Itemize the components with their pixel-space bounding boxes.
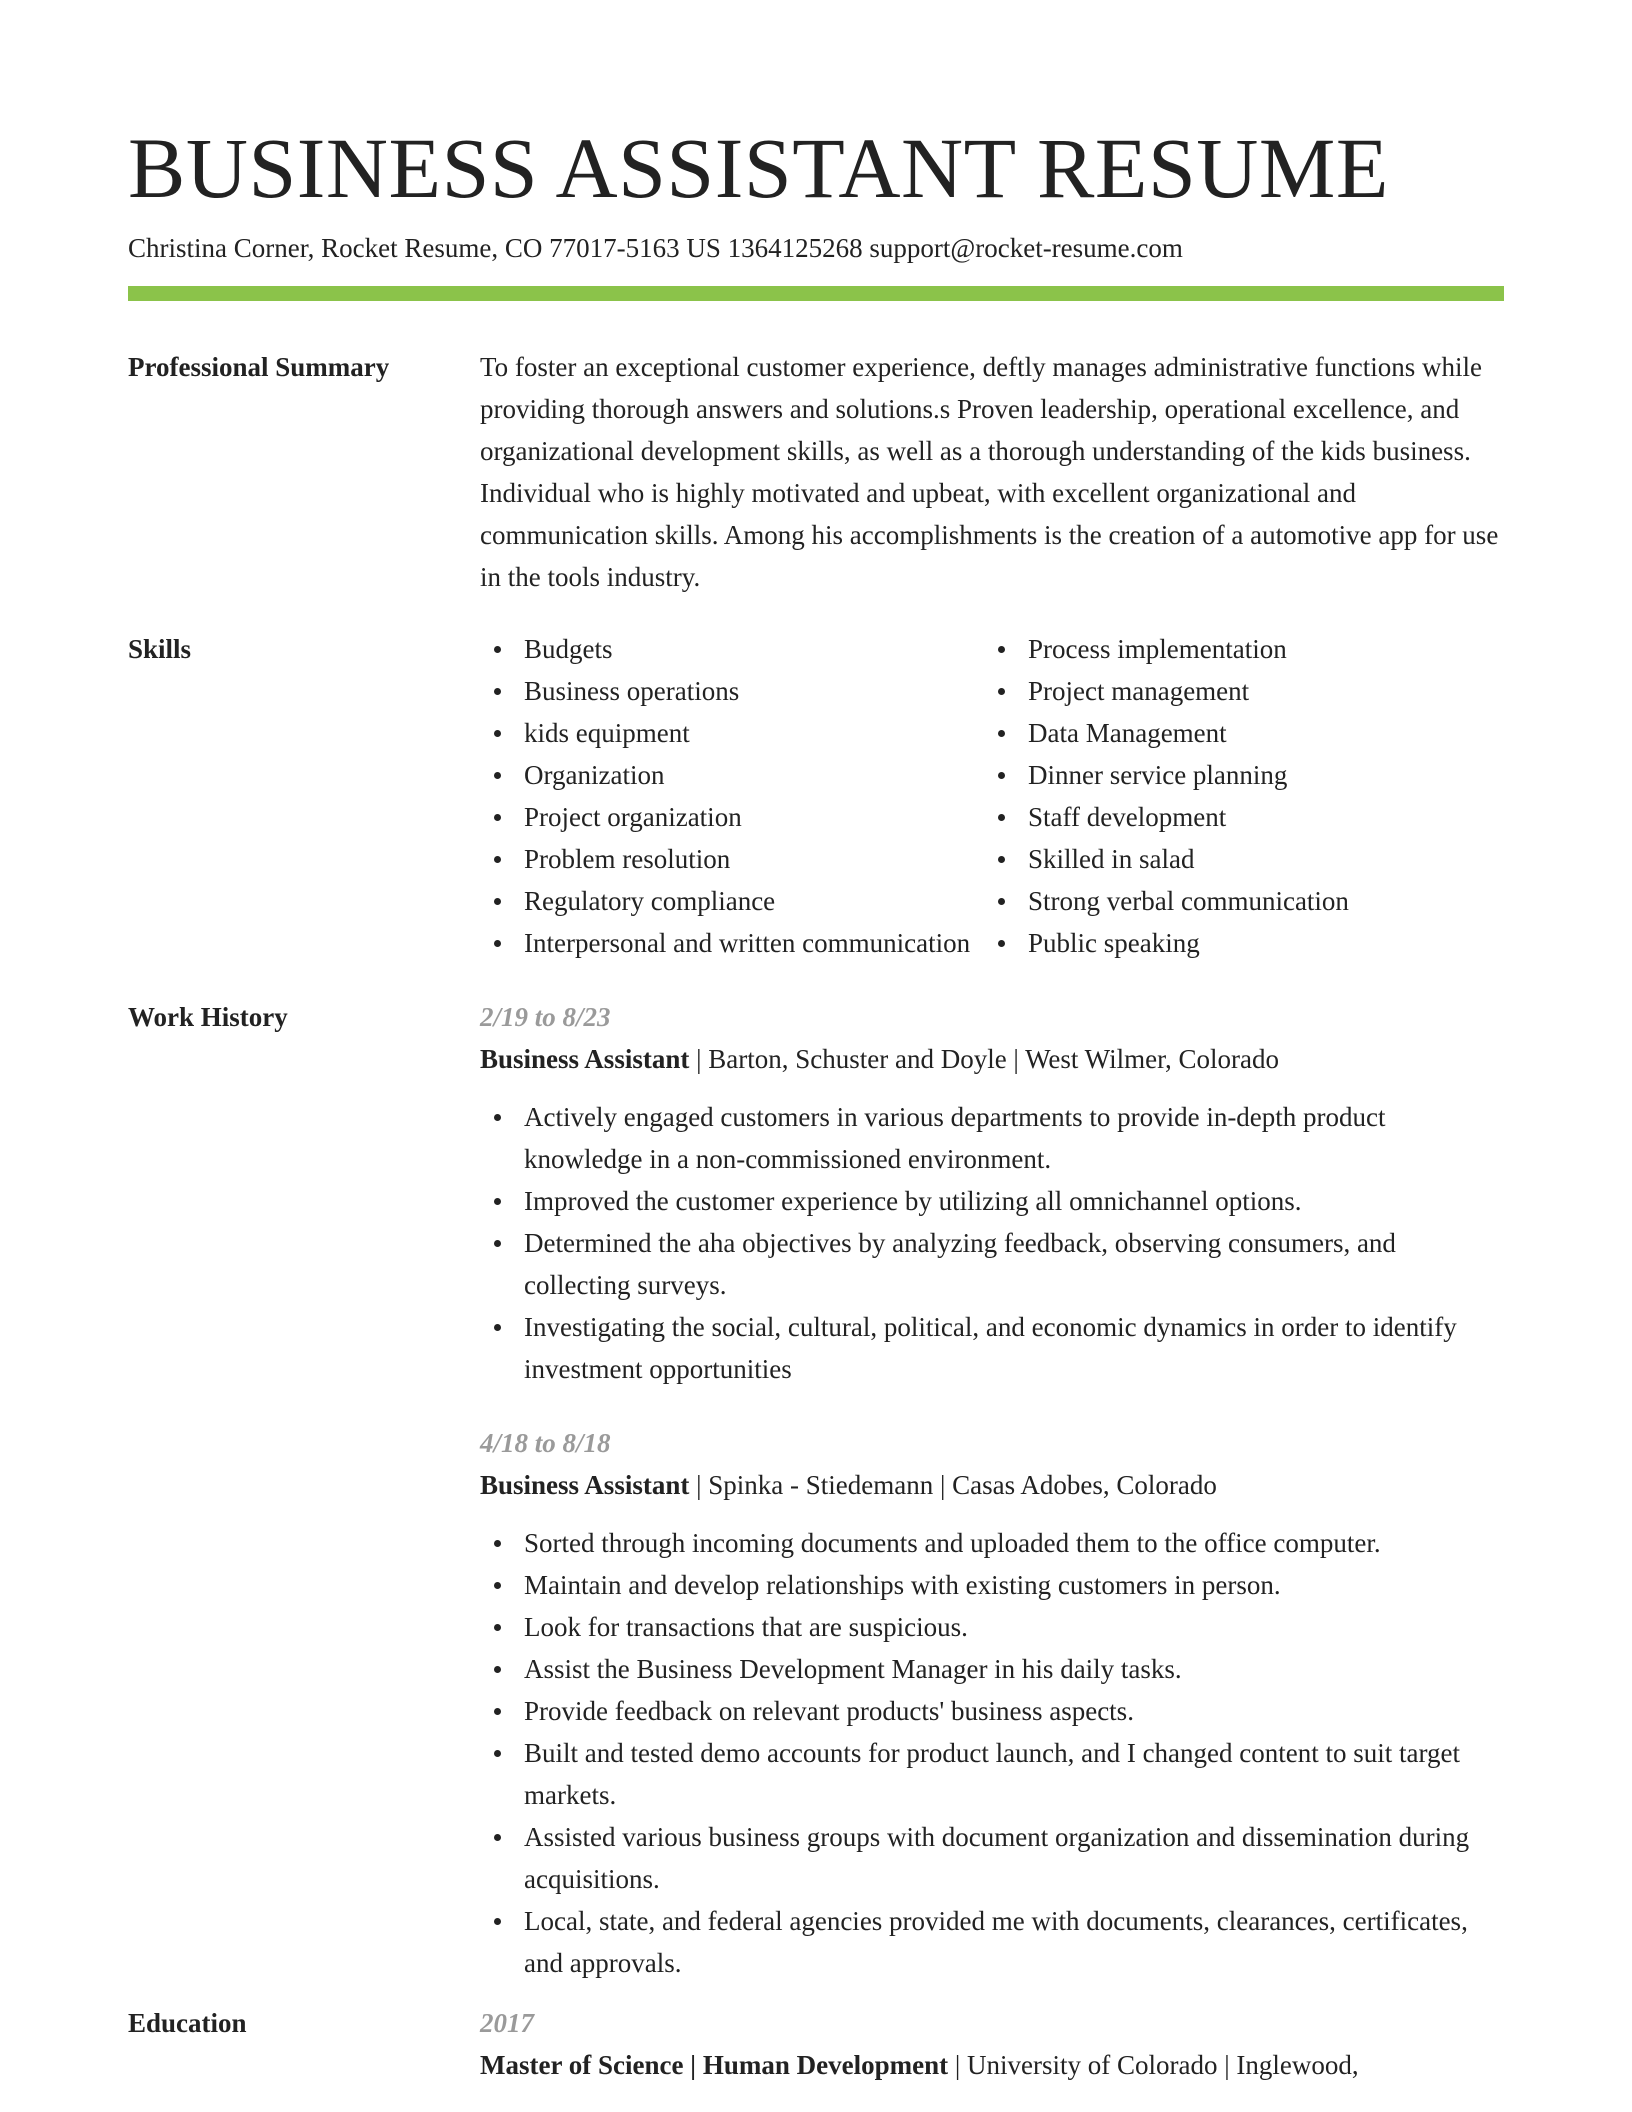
skills-list-right <box>984 628 1488 964</box>
skills-heading: Skills <box>128 634 192 664</box>
job-dates: 4/18 to 8/18 <box>480 1428 611 1458</box>
skill-item: Problem resolution <box>480 838 984 880</box>
education-details: | University of Colorado | Inglewood, <box>948 2050 1359 2080</box>
job-duty-item: Look for transactions that are suspicious. <box>480 1606 1504 1648</box>
education-line <box>480 2044 1504 2086</box>
summary-heading: Professional Summary <box>128 352 390 382</box>
skill-item: Project management <box>984 670 1488 712</box>
job-employer-location: | Barton, Schuster and Doyle | West Wilmer, Colorado <box>689 1044 1279 1074</box>
skill-item: Process implementation <box>984 628 1488 670</box>
skill-item: kids equipment <box>480 712 984 754</box>
resume-title: BUSINESS ASSISTANT RESUME <box>128 120 1389 216</box>
job-title: Business Assistant <box>480 1470 690 1500</box>
skill-item: Project organization <box>480 796 984 838</box>
job-duty-item: Local, state, and federal agencies provided me with documents, clearances, certificates, and approvals. <box>480 1900 1504 1984</box>
summary-text: To foster an exceptional customer experience, deftly manages administrative functions while providing thorough answers and solutions.s Proven leadership, operational excellence, and organizational development skills, as well as a thorough understanding of the kids business. Individual who is highly motivated and upbeat, with excellent organizational and communication skills. Among his accomplishments is the creation of a automotive app for use in the tools industry. <box>480 352 1499 592</box>
job-duty-item: Determined the aha objectives by analyzing feedback, observing consumers, and collecting surveys. <box>480 1222 1504 1306</box>
job-duties-list <box>480 1522 1504 1984</box>
job-duty-item: Built and tested demo accounts for product launch, and I changed content to suit target markets. <box>480 1732 1504 1816</box>
work-history-heading: Work History <box>128 1002 288 1032</box>
job-duty-item: Assisted various business groups with document organization and dissemination during acquisitions. <box>480 1816 1504 1900</box>
education-heading: Education <box>128 2008 247 2038</box>
job-heading-line <box>480 1038 1504 1080</box>
job-title: Business Assistant <box>480 1044 690 1074</box>
job-duty-item: Investigating the social, cultural, political, and economic dynamics in order to identify investment opportunities <box>480 1306 1504 1390</box>
skills-list-left <box>480 628 984 964</box>
contact-line: Christina Corner, Rocket Resume, CO 77017-5163 US 1364125268 support@rocket-resume.com <box>128 233 1183 263</box>
skill-item: Budgets <box>480 628 984 670</box>
skill-item: Skilled in salad <box>984 838 1488 880</box>
job-entry <box>480 996 1504 1390</box>
skill-item: Strong verbal communication <box>984 880 1488 922</box>
job-duties-list <box>480 1096 1504 1390</box>
education-year: 2017 <box>480 2008 534 2038</box>
job-duty-item: Sorted through incoming documents and uploaded them to the office computer. <box>480 1522 1504 1564</box>
job-employer-location: | Spinka - Stiedemann | Casas Adobes, Colorado <box>689 1470 1217 1500</box>
job-entry <box>480 1422 1504 1984</box>
job-duty-item: Improved the customer experience by utilizing all omnichannel options. <box>480 1180 1504 1222</box>
skill-item: Data Management <box>984 712 1488 754</box>
job-list <box>480 996 1504 2016</box>
job-dates: 2/19 to 8/23 <box>480 1002 611 1032</box>
skill-item: Dinner service planning <box>984 754 1488 796</box>
job-duty-item: Actively engaged customers in various departments to provide in-depth product knowledge in a non-commissioned environment. <box>480 1096 1504 1180</box>
job-duty-item: Provide feedback on relevant products' business aspects. <box>480 1690 1504 1732</box>
degree-title: Master of Science | Human Development <box>480 2050 949 2080</box>
job-duty-item: Maintain and develop relationships with existing customers in person. <box>480 1564 1504 1606</box>
skill-item: Interpersonal and written communication <box>480 922 984 964</box>
job-duty-item: Assist the Business Development Manager in his daily tasks. <box>480 1648 1504 1690</box>
job-heading-line <box>480 1464 1504 1506</box>
skill-item: Organization <box>480 754 984 796</box>
skill-item: Business operations <box>480 670 984 712</box>
accent-divider <box>128 286 1504 301</box>
skill-item: Regulatory compliance <box>480 880 984 922</box>
skill-item: Public speaking <box>984 922 1488 964</box>
skill-item: Staff development <box>984 796 1488 838</box>
